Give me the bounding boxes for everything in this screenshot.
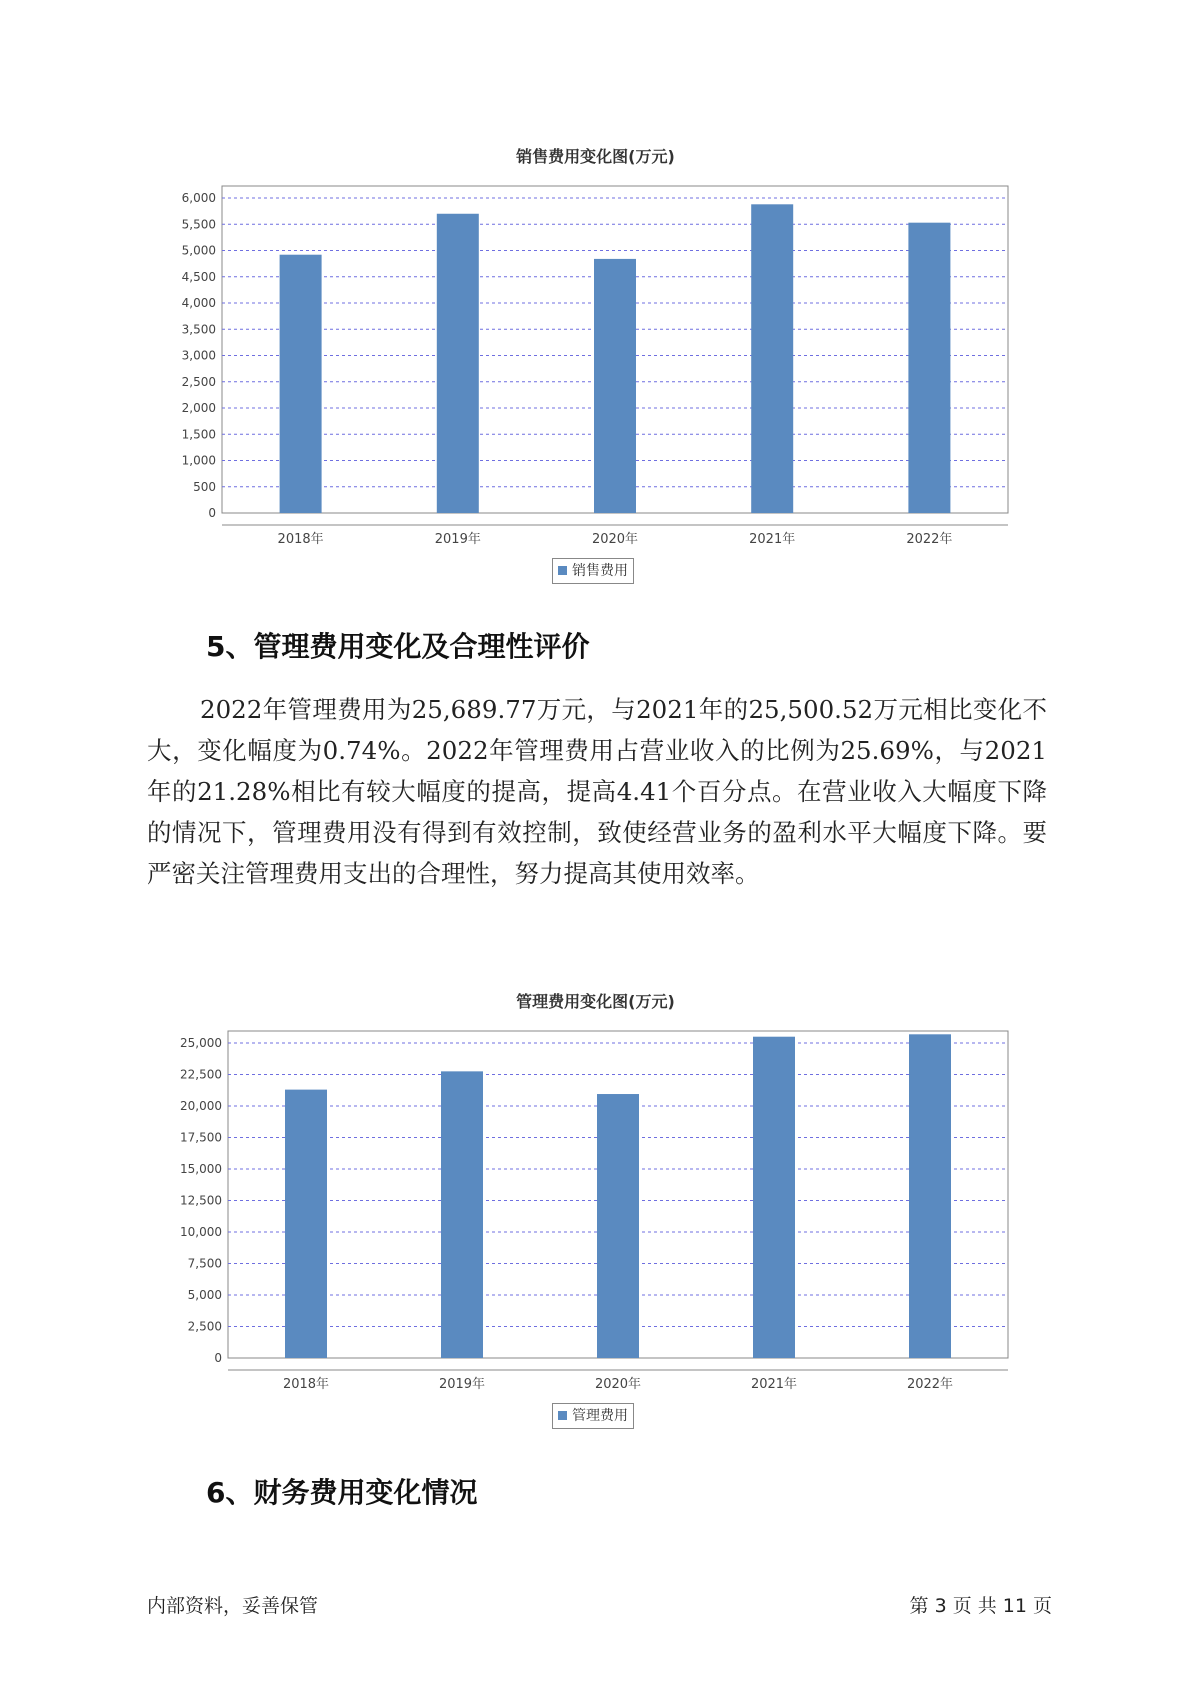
x-tick-label: 2018年 <box>282 1377 330 1392</box>
section-5-paragraph: 2022年管理费用为25,689.77万元，与2021年的25,500.52万元相比变化不大，变化幅度为0.74%。2022年管理费用占营业收入的比例为25.69%，与2021年的21.28%相比有较大幅度的提高，提高4.41个百分点。在营业收入大幅度下降的情况下，管理费用没有得到有效控制，致使经营业务的盈利水平大幅度下降。要严密关注管理费用支出的合理性，努力提高其使用效率。 <box>147 695 1047 888</box>
y-tick-label: 5,000 <box>181 243 216 258</box>
bar <box>908 223 950 513</box>
bar <box>437 214 479 513</box>
sales-expense-chart-svg <box>150 180 1020 547</box>
x-tick-label: 2022年 <box>906 1377 954 1392</box>
x-tick-label: 2021年 <box>749 532 796 547</box>
legend-swatch <box>558 566 567 575</box>
sales-expense-legend <box>552 558 634 584</box>
y-tick-label: 0 <box>208 506 216 520</box>
y-tick-label: 5,500 <box>181 217 216 232</box>
footer-page-number: 第 3 页 共 11 页 <box>909 1595 1052 1617</box>
admin-expense-chart-title: 管理费用变化图(万元) <box>516 992 675 1011</box>
y-tick-label: 1,500 <box>181 427 216 442</box>
y-tick-label: 0 <box>214 1351 222 1365</box>
x-tick-label: 2019年 <box>434 532 481 547</box>
y-tick-label: 4,000 <box>181 296 216 310</box>
section-6-heading: 6、财务费用变化情况 <box>206 1476 478 1509</box>
y-tick-label: 2,500 <box>181 374 216 389</box>
y-tick-label: 4,500 <box>181 269 216 284</box>
y-tick-label: 17,500 <box>180 1130 222 1145</box>
bar <box>280 255 322 513</box>
bar <box>909 1034 951 1358</box>
admin-expense-chart-svg <box>150 1025 1020 1392</box>
x-tick-label: 2022年 <box>906 532 953 547</box>
x-tick-label: 2021年 <box>750 1377 798 1392</box>
y-tick-label: 2,000 <box>181 401 216 415</box>
footer-confidential-note: 内部资料，妥善保管 <box>147 1595 319 1617</box>
bar <box>594 259 636 513</box>
y-tick-label: 12,500 <box>180 1193 222 1208</box>
bar <box>285 1090 327 1358</box>
x-tick-label: 2018年 <box>277 532 324 547</box>
sales-expense-chart <box>150 180 1020 547</box>
y-tick-label: 5,000 <box>187 1288 222 1302</box>
legend-label: 管理费用 <box>572 1408 628 1424</box>
y-tick-label: 500 <box>193 479 216 494</box>
y-tick-label: 22,500 <box>180 1067 222 1082</box>
x-tick-label: 2019年 <box>438 1377 486 1392</box>
y-tick-label: 2,500 <box>187 1319 222 1334</box>
y-tick-label: 7,500 <box>187 1256 222 1271</box>
bar <box>751 204 793 513</box>
y-tick-label: 3,000 <box>181 348 216 363</box>
y-tick-label: 6,000 <box>181 191 216 205</box>
y-tick-label: 20,000 <box>180 1099 222 1113</box>
y-tick-label: 3,500 <box>181 322 216 337</box>
admin-expense-chart <box>150 1025 1020 1392</box>
x-tick-label: 2020年 <box>591 532 639 547</box>
y-tick-label: 10,000 <box>180 1225 222 1239</box>
x-tick-label: 2020年 <box>594 1377 642 1392</box>
bar <box>753 1037 795 1358</box>
bar <box>597 1094 639 1358</box>
legend-swatch <box>558 1411 567 1420</box>
legend-label: 销售费用 <box>572 563 628 579</box>
admin-expense-legend <box>552 1403 634 1429</box>
sales-expense-chart-title: 销售费用变化图(万元) <box>516 147 675 166</box>
bar <box>441 1071 483 1358</box>
y-tick-label: 15,000 <box>180 1162 222 1176</box>
section-5-heading: 5、管理费用变化及合理性评价 <box>206 630 590 663</box>
y-tick-label: 25,000 <box>180 1036 222 1050</box>
y-tick-label: 1,000 <box>181 453 216 468</box>
